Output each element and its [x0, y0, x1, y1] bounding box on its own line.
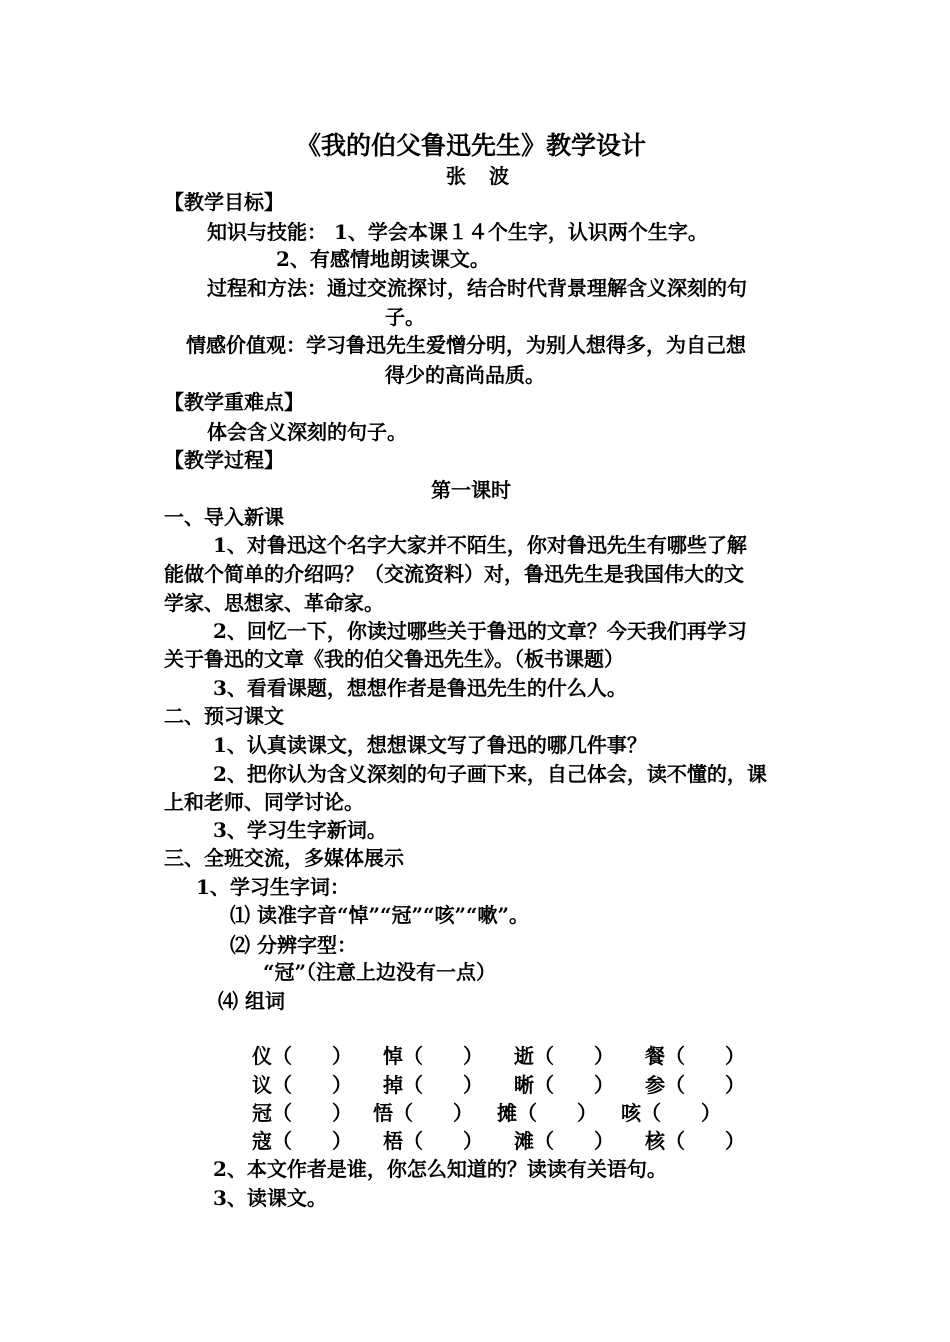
word-grid-cell: 悼（ ）: [383, 1044, 483, 1068]
part2-item1: 1、认真读课文，想想课文写了鲁迅的哪几件事？: [213, 733, 647, 757]
word-grid-cell: 仪（ ）: [252, 1044, 352, 1068]
goal-process-line2: 子。: [385, 305, 425, 329]
word-grid-cell: 议（ ）: [252, 1073, 352, 1097]
section-process-heading: 【教学过程】: [164, 448, 284, 472]
sub-item-1: ⑴ 读准字音“悼”“冠”“咳”“嗽”。: [230, 903, 529, 927]
word-grid-cell: 晰（ ）: [514, 1073, 614, 1097]
part1-item1-line2: 能做个简单的介绍吗？（交流资料）对，鲁迅先生是我国伟大的文: [164, 562, 744, 586]
word-grid-cell: 逝（ ）: [514, 1044, 614, 1068]
word-grid-cell: 餐（ ）: [645, 1044, 745, 1068]
word-grid-cell: 核（ ）: [645, 1129, 745, 1153]
part1-item2-line2: 关于鲁迅的文章《我的伯父鲁迅先生》。（板书课题）: [164, 647, 624, 671]
part2-item2-line2: 上和老师、同学讨论。: [164, 790, 364, 814]
goal-process-line1: 过程和方法：通过交流探讨，结合时代背景理解含义深刻的句: [207, 276, 747, 300]
part3-title: 三、全班交流，多媒体展示: [164, 846, 404, 870]
part1-title: 一、导入新课: [164, 505, 284, 529]
sub-item-4: ⑷ 组词: [218, 989, 285, 1013]
word-grid-cell: 咳（ ）: [621, 1101, 721, 1125]
goal-knowledge-1: 知识与技能： 1、学会本课１４个生字，认识两个生字。: [207, 220, 708, 244]
author: 张 波: [446, 164, 517, 188]
part1-item1-line1: 1、对鲁迅这个名字大家并不陌生，你对鲁迅先生有哪些了解: [213, 533, 747, 557]
word-grid-cell: 梧（ ）: [383, 1129, 483, 1153]
word-grid-cell: 悟（ ）: [373, 1101, 473, 1125]
goal-knowledge-2: 2、有感情地朗读课文。: [276, 247, 490, 271]
word-grid-cell: 寇（ ）: [252, 1129, 352, 1153]
word-grid-cell: 参（ ）: [645, 1073, 745, 1097]
section-key-heading: 【教学重难点】: [164, 390, 304, 414]
part2-title: 二、预习课文: [164, 704, 284, 728]
part1-item3: 3、看看课题，想想作者是鲁迅先生的什么人。: [213, 676, 627, 700]
page-title: 《我的伯父鲁迅先生》教学设计: [296, 131, 647, 160]
part1-item1-line3: 学家、思想家、革命家。: [164, 591, 384, 615]
lesson-title: 第一课时: [431, 478, 511, 502]
sub-item-2-note: “冠”（注意上边没有一点）: [263, 960, 497, 984]
word-grid-cell: 掉（ ）: [383, 1073, 483, 1097]
part3-item1: 1、学习生字词：: [196, 875, 350, 899]
sub-item-2: ⑵ 分辨字型：: [230, 933, 357, 957]
part2-item3: 3、学习生字新词。: [213, 818, 387, 842]
section-goals-heading: 【教学目标】: [164, 190, 284, 214]
part2-item2-line1: 2、把你认为含义深刻的句子画下来，自己体会，读不懂的，课: [213, 762, 767, 786]
word-grid-cell: 冠（ ）: [252, 1101, 352, 1125]
goal-emotion-line2: 得少的高尚品质。: [385, 363, 545, 387]
word-grid-cell: 滩（ ）: [514, 1129, 614, 1153]
part3-item3: 3、读课文。: [213, 1186, 327, 1210]
goal-emotion-line1: 情感价值观：学习鲁迅先生爱憎分明，为别人想得多，为自己想: [186, 333, 746, 357]
part1-item2-line1: 2、回忆一下，你读过哪些关于鲁迅的文章？今天我们再学习: [213, 619, 747, 643]
word-grid-cell: 摊（ ）: [497, 1101, 597, 1125]
key-point: 体会含义深刻的句子。: [207, 420, 407, 444]
part3-item2: 2、本文作者是谁，你怎么知道的？读读有关语句。: [213, 1157, 667, 1181]
